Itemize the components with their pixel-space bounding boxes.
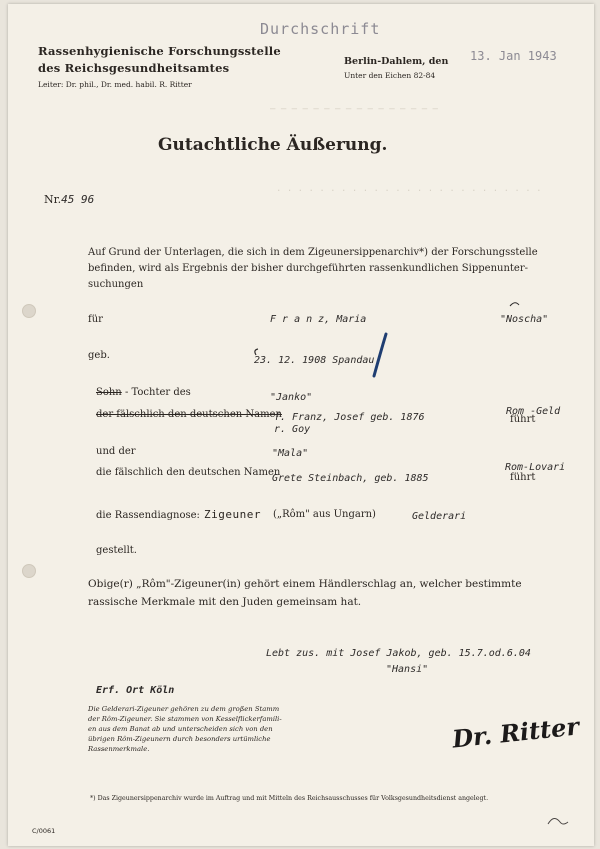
intro-line: Auf Grund der Unterlagen, die sich in dem Zigeunersippenarchiv*) der Forschungsstelle	[88, 247, 538, 258]
mother-name: Grete Steinbach, geb. 1885	[272, 473, 429, 484]
pencil-mark	[548, 818, 568, 824]
form-code: C/0061	[32, 827, 56, 835]
city-line: Berlin-Dahlem, den	[344, 56, 449, 67]
remark-line-2: "Hansi"	[386, 664, 429, 675]
fuer-label: für	[88, 314, 103, 325]
bleed-through-text: ̶ ̶ ̶ ̶ ̶ ̶ ̶ ̶ ̶ ̶ ̶ ̶ ̶ ̶ ̶ ̶	[270, 104, 438, 114]
mother-fuehrt: führt	[510, 472, 536, 483]
tribe-note-line: Die Gelderari-Zigeuner gehören zu dem großen Stamm	[88, 705, 280, 713]
father-nickname: "Janko"	[270, 392, 313, 403]
father-tribe: Rom -Geld	[506, 406, 561, 417]
geb-label: geb.	[88, 350, 110, 361]
tribe-note-line: Rassenmerkmale.	[88, 745, 150, 753]
father-name-2: r. Goy	[274, 424, 311, 435]
mother-tribe: Rom-Lovari	[505, 462, 566, 473]
father-fuehrt: führt	[510, 414, 536, 425]
remark-line-1: Lebt zus. mit Josef Jakob, geb. 15.7.od.6.04	[266, 648, 531, 659]
mother-nickname: "Mala"	[272, 448, 309, 459]
diagnosis-label: die Rassendiagnose:	[96, 510, 200, 521]
blue-pencil-stroke	[374, 334, 386, 376]
bleed-through-text: . . . . . . . . . . . . . . . . . . . . . . . . .	[276, 184, 542, 194]
subject-nickname: "Noscha"	[500, 314, 549, 325]
inquiry-place: Erf. Ort Köln	[96, 685, 175, 696]
father-name: f. Franz, Josef geb. 1876	[274, 412, 425, 423]
handwritten-correction	[255, 349, 258, 355]
tribe-note-line: en aus dem Banat ab und unterscheiden sich von den	[88, 725, 273, 733]
daughter-label: - Tochter des	[121, 387, 191, 398]
son-struck: Sohn	[96, 387, 122, 398]
und-label: und der	[96, 446, 136, 457]
tribe-note-line: der Rôm-Zigeuner. Sie stammen von Kesselflickerfamili-	[88, 715, 282, 723]
pen-marks	[8, 4, 594, 846]
conclusion-line: Obige(r) „Rôm"-Zigeuner(in) gehört einem Händlerschlag an, welcher bestimmte	[88, 578, 522, 590]
street-line: Unter den Eichen 82-84	[344, 71, 436, 80]
leader-line: Leiter: Dr. phil., Dr. med. habil. R. Ritter	[38, 80, 192, 89]
number-value: 45 96	[61, 193, 95, 206]
conclusion-line: rassische Merkmale mit den Juden gemeinsam hat.	[88, 596, 362, 608]
document-page	[8, 4, 594, 846]
tribe-note-line: übrigen Rôm-Zigeunern durch besonders urtümliche	[88, 735, 271, 743]
org-line-2: des Reichsgesundheitsamtes	[38, 61, 230, 75]
intro-line: befinden, wird als Ergebnis der bisher durchgeführten rassenkundlichen Sippenunter-	[88, 263, 528, 274]
gestellt-label: gestellt.	[96, 545, 137, 556]
signature: Dr. Ritter	[450, 711, 581, 754]
number-label: Nr.	[44, 193, 62, 206]
mother-label: die fälschlich den deutschen Namen	[96, 467, 281, 478]
diagnosis-value: Zigeuner	[204, 508, 261, 521]
diagnosis-tribe: Gelderari	[412, 511, 467, 522]
document-title: Gutachtliche Äußerung.	[158, 135, 388, 155]
birth-data: 23. 12. 1908 Spandau	[254, 355, 375, 366]
org-line-1: Rassenhygienische Forschungsstelle	[38, 44, 281, 58]
handwritten-correction	[510, 303, 519, 306]
subject-name: F r a n z, Maria	[270, 314, 367, 325]
father-struck-label: der fälschlich den deutschen Namen	[96, 409, 282, 420]
intro-line: suchungen	[88, 279, 144, 290]
diagnosis-origin: („Rôm" aus Ungarn)	[273, 509, 376, 520]
copy-stamp: Durchschrift	[260, 20, 381, 38]
date-stamp: 13. Jan 1943	[470, 49, 557, 63]
archive-footnote: *) Das Zigeunersippenarchiv wurde im Auftrag und mit Mitteln des Reichsausschusses für Volksgesundheitsdienst angelegt.	[90, 795, 489, 802]
